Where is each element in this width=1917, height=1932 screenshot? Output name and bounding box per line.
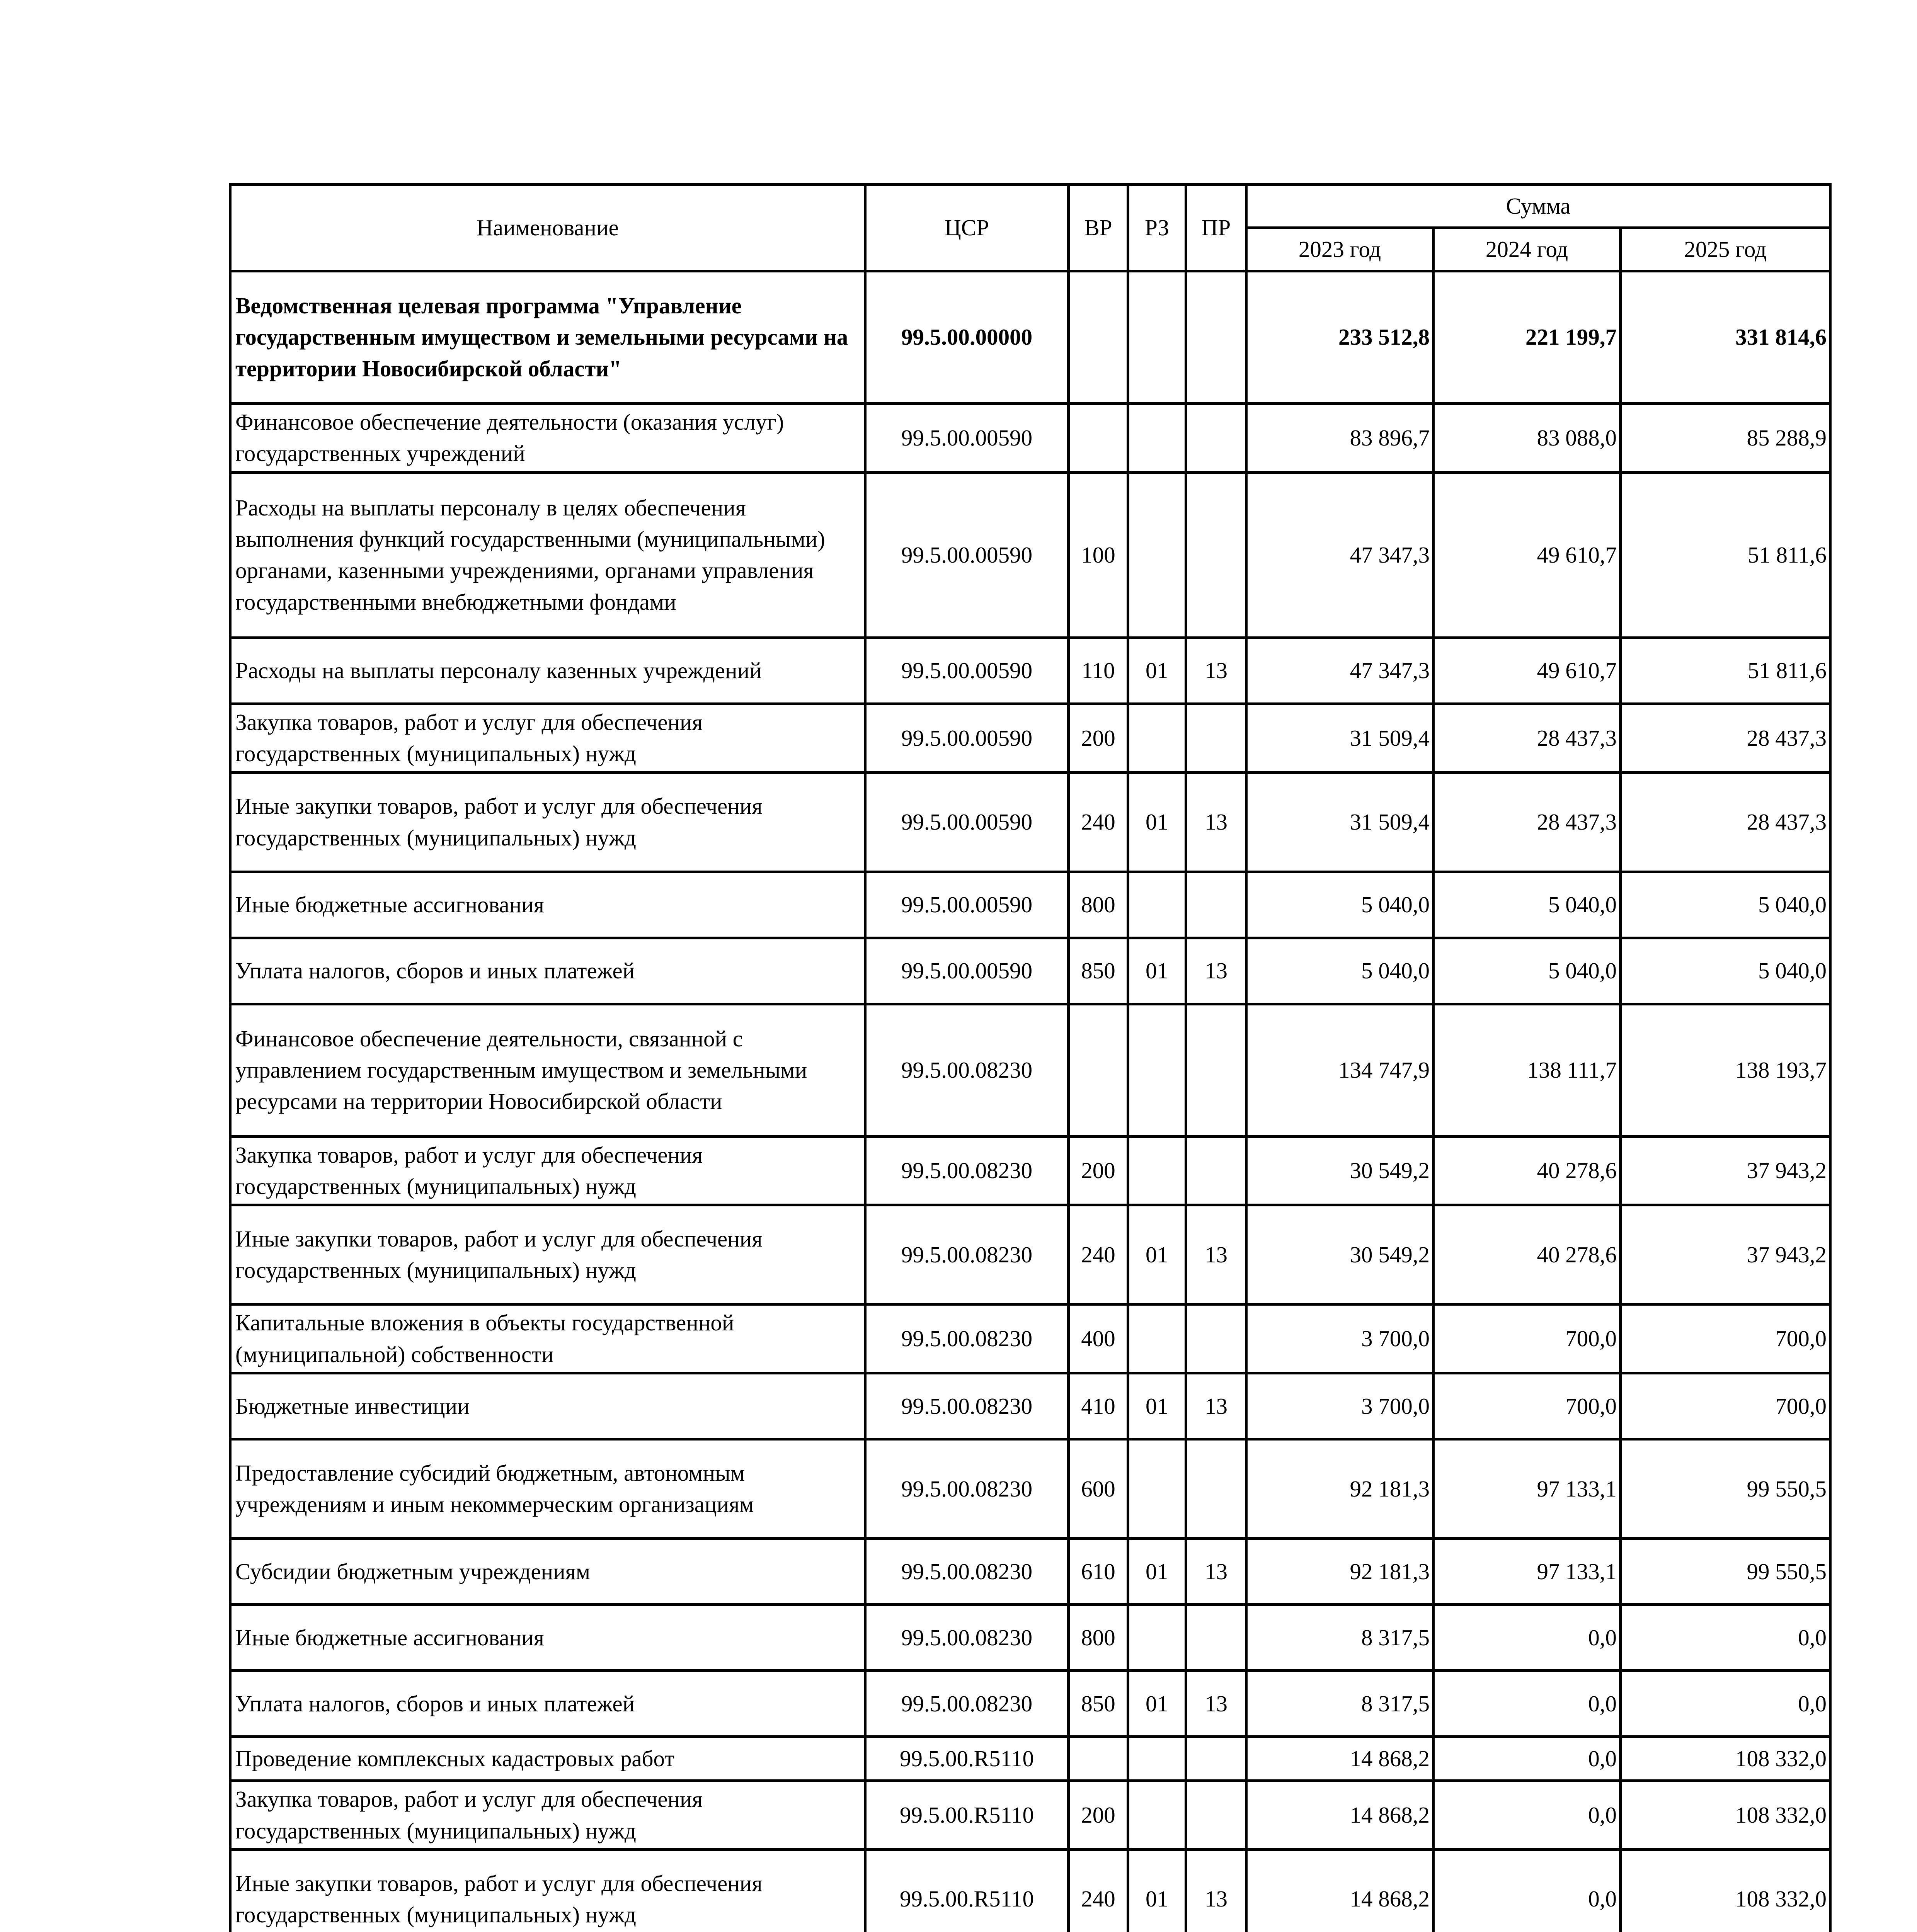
cell-csr: 99.5.00.08230: [865, 1205, 1069, 1304]
cell-pr: [1186, 1304, 1246, 1373]
cell-sum-2025: 37 943,2: [1621, 1205, 1830, 1304]
cell-sum-2025: 108 332,0: [1621, 1781, 1830, 1850]
cell-rz: [1128, 872, 1186, 938]
cell-sum-2023: 14 868,2: [1246, 1850, 1433, 1932]
cell-sum-2024: 0,0: [1433, 1671, 1621, 1737]
cell-csr: 99.5.00.00590: [865, 404, 1069, 473]
cell-sum-2023: 31 509,4: [1246, 772, 1433, 872]
table-row: [230, 1605, 1830, 1671]
cell-csr: 99.5.00.08230: [865, 1373, 1069, 1439]
cell-name: Расходы на выплаты персоналу казенных учреждений: [230, 638, 865, 704]
cell-vr: 240: [1069, 1850, 1128, 1932]
cell-pr: [1186, 1605, 1246, 1671]
cell-sum-2025: 700,0: [1621, 1373, 1830, 1439]
cell-pr: 13: [1186, 1671, 1246, 1737]
cell-vr: 800: [1069, 872, 1128, 938]
cell-rz: 01: [1128, 1539, 1186, 1605]
table-row: [230, 1781, 1830, 1850]
cell-rz: [1128, 1439, 1186, 1539]
cell-sum-2025: 5 040,0: [1621, 872, 1830, 938]
header-vr: ВР: [1069, 185, 1128, 271]
cell-sum-2023: 31 509,4: [1246, 704, 1433, 772]
header-year-2023: 2023 год: [1246, 228, 1433, 271]
table-row: [230, 1373, 1830, 1439]
cell-vr: 400: [1069, 1304, 1128, 1373]
cell-csr: 99.5.00.08230: [865, 1004, 1069, 1136]
header-year-2024: 2024 год: [1433, 228, 1621, 271]
cell-sum-2025: 85 288,9: [1621, 404, 1830, 473]
cell-sum-2023: 233 512,8: [1246, 271, 1433, 404]
cell-sum-2025: 37 943,2: [1621, 1136, 1830, 1205]
cell-name: Финансовое обеспечение деятельности (оказания услуг) государственных учреждений: [230, 404, 865, 473]
cell-rz: 01: [1128, 772, 1186, 872]
cell-pr: [1186, 1439, 1246, 1539]
table-row: [230, 638, 1830, 704]
cell-vr: 240: [1069, 1205, 1128, 1304]
cell-sum-2025: 0,0: [1621, 1671, 1830, 1737]
cell-vr: 850: [1069, 1671, 1128, 1737]
cell-vr: 240: [1069, 772, 1128, 872]
cell-sum-2025: 108 332,0: [1621, 1850, 1830, 1932]
cell-vr: 800: [1069, 1605, 1128, 1671]
cell-csr: 99.5.00.00000: [865, 271, 1069, 404]
cell-vr: 110: [1069, 638, 1128, 704]
cell-sum-2023: 83 896,7: [1246, 404, 1433, 473]
cell-sum-2025: 28 437,3: [1621, 704, 1830, 772]
cell-sum-2024: 49 610,7: [1433, 638, 1621, 704]
cell-pr: [1186, 1737, 1246, 1781]
cell-pr: 13: [1186, 1539, 1246, 1605]
table-row: [230, 404, 1830, 473]
cell-sum-2024: 83 088,0: [1433, 404, 1621, 473]
cell-sum-2023: 5 040,0: [1246, 938, 1433, 1004]
table-row: [230, 1439, 1830, 1539]
cell-sum-2025: 5 040,0: [1621, 938, 1830, 1004]
cell-csr: 99.5.00.08230: [865, 1136, 1069, 1205]
cell-sum-2025: 0,0: [1621, 1605, 1830, 1671]
cell-name: Иные закупки товаров, работ и услуг для обеспечения государственных (муниципальных) нужд: [230, 772, 865, 872]
cell-name: Иные закупки товаров, работ и услуг для обеспечения государственных (муниципальных) нужд: [230, 1850, 865, 1932]
cell-sum-2025: 99 550,5: [1621, 1539, 1830, 1605]
cell-sum-2024: 138 111,7: [1433, 1004, 1621, 1136]
cell-rz: [1128, 1004, 1186, 1136]
cell-vr: [1069, 271, 1128, 404]
header-rz: РЗ: [1128, 185, 1186, 271]
cell-csr: 99.5.00.08230: [865, 1605, 1069, 1671]
cell-sum-2023: 3 700,0: [1246, 1304, 1433, 1373]
cell-sum-2024: 700,0: [1433, 1304, 1621, 1373]
cell-name: Иные закупки товаров, работ и услуг для обеспечения государственных (муниципальных) нужд: [230, 1205, 865, 1304]
cell-sum-2023: 8 317,5: [1246, 1605, 1433, 1671]
cell-rz: 01: [1128, 1671, 1186, 1737]
cell-sum-2023: 5 040,0: [1246, 872, 1433, 938]
cell-sum-2023: 8 317,5: [1246, 1671, 1433, 1737]
cell-pr: 13: [1186, 938, 1246, 1004]
cell-vr: [1069, 1737, 1128, 1781]
cell-csr: 99.5.00.00590: [865, 772, 1069, 872]
cell-sum-2023: 134 747,9: [1246, 1004, 1433, 1136]
table-row: [230, 872, 1830, 938]
cell-sum-2024: 5 040,0: [1433, 938, 1621, 1004]
cell-rz: 01: [1128, 1373, 1186, 1439]
cell-sum-2024: 97 133,1: [1433, 1439, 1621, 1539]
table-row: [230, 1539, 1830, 1605]
cell-sum-2024: 700,0: [1433, 1373, 1621, 1439]
cell-pr: [1186, 1004, 1246, 1136]
cell-rz: 01: [1128, 1205, 1186, 1304]
cell-name: Предоставление субсидий бюджетным, автономным учреждениям и иным некоммерческим организациям: [230, 1439, 865, 1539]
table-row: [230, 772, 1830, 872]
cell-sum-2024: 40 278,6: [1433, 1136, 1621, 1205]
cell-rz: 01: [1128, 638, 1186, 704]
cell-name: Субсидии бюджетным учреждениям: [230, 1539, 865, 1605]
header-year-2025: 2025 год: [1621, 228, 1830, 271]
cell-name: Капитальные вложения в объекты государственной (муниципальной) собственности: [230, 1304, 865, 1373]
cell-pr: [1186, 1781, 1246, 1850]
cell-pr: 13: [1186, 1205, 1246, 1304]
cell-name: Расходы на выплаты персоналу в целях обеспечения выполнения функций государственными (муниципальными) органами, казенными учреждениями, органами управления государственными внебюджетными фондами: [230, 472, 865, 638]
cell-rz: [1128, 704, 1186, 772]
cell-csr: 99.5.00.R5110: [865, 1737, 1069, 1781]
cell-name: Закупка товаров, работ и услуг для обеспечения государственных (муниципальных) нужд: [230, 704, 865, 772]
table-row: [230, 271, 1830, 404]
cell-name: Иные бюджетные ассигнования: [230, 872, 865, 938]
cell-sum-2023: 47 347,3: [1246, 638, 1433, 704]
cell-sum-2024: 97 133,1: [1433, 1539, 1621, 1605]
cell-name: Уплата налогов, сборов и иных платежей: [230, 938, 865, 1004]
cell-sum-2025: 700,0: [1621, 1304, 1830, 1373]
cell-pr: 13: [1186, 1850, 1246, 1932]
cell-sum-2024: 28 437,3: [1433, 772, 1621, 872]
cell-rz: [1128, 1136, 1186, 1205]
cell-csr: 99.5.00.00590: [865, 472, 1069, 638]
cell-sum-2025: 28 437,3: [1621, 772, 1830, 872]
cell-name: Бюджетные инвестиции: [230, 1373, 865, 1439]
table-row: [230, 1671, 1830, 1737]
cell-sum-2025: 51 811,6: [1621, 638, 1830, 704]
cell-rz: [1128, 1737, 1186, 1781]
cell-pr: [1186, 472, 1246, 638]
cell-csr: 99.5.00.R5110: [865, 1781, 1069, 1850]
cell-csr: 99.5.00.00590: [865, 872, 1069, 938]
cell-csr: 99.5.00.00590: [865, 638, 1069, 704]
cell-sum-2023: 92 181,3: [1246, 1439, 1433, 1539]
table-row: [230, 1004, 1830, 1136]
header-name: Наименование: [230, 185, 865, 271]
cell-vr: 850: [1069, 938, 1128, 1004]
cell-pr: [1186, 704, 1246, 772]
header-pr: ПР: [1186, 185, 1246, 271]
cell-sum-2025: 51 811,6: [1621, 472, 1830, 638]
table-row: [230, 472, 1830, 638]
cell-csr: 99.5.00.00590: [865, 704, 1069, 772]
table-row: [230, 1737, 1830, 1781]
table-row: [230, 704, 1830, 772]
cell-sum-2025: 108 332,0: [1621, 1737, 1830, 1781]
cell-vr: 200: [1069, 1136, 1128, 1205]
header-sum: Сумма: [1246, 185, 1830, 228]
cell-name: Закупка товаров, работ и услуг для обеспечения государственных (муниципальных) нужд: [230, 1781, 865, 1850]
cell-vr: 200: [1069, 1781, 1128, 1850]
cell-sum-2024: 49 610,7: [1433, 472, 1621, 638]
cell-csr: 99.5.00.00590: [865, 938, 1069, 1004]
cell-sum-2025: 99 550,5: [1621, 1439, 1830, 1539]
cell-pr: [1186, 1136, 1246, 1205]
cell-pr: 13: [1186, 772, 1246, 872]
cell-csr: 99.5.00.08230: [865, 1539, 1069, 1605]
cell-sum-2024: 0,0: [1433, 1850, 1621, 1932]
cell-vr: 600: [1069, 1439, 1128, 1539]
cell-name: Ведомственная целевая программа "Управление государственным имуществом и земельными ресурсами на территории Новосибирской области": [230, 271, 865, 404]
cell-rz: [1128, 472, 1186, 638]
cell-vr: 100: [1069, 472, 1128, 638]
cell-pr: 13: [1186, 1373, 1246, 1439]
cell-vr: [1069, 1004, 1128, 1136]
cell-name: Иные бюджетные ассигнования: [230, 1605, 865, 1671]
cell-sum-2024: 0,0: [1433, 1781, 1621, 1850]
budget-table: [229, 183, 1832, 1932]
cell-sum-2025: 331 814,6: [1621, 271, 1830, 404]
cell-rz: [1128, 1304, 1186, 1373]
table-row: [230, 938, 1830, 1004]
cell-name: Уплата налогов, сборов и иных платежей: [230, 1671, 865, 1737]
cell-sum-2023: 30 549,2: [1246, 1136, 1433, 1205]
table-body: [230, 271, 1830, 1932]
cell-rz: [1128, 404, 1186, 473]
cell-sum-2024: 0,0: [1433, 1605, 1621, 1671]
cell-pr: 13: [1186, 638, 1246, 704]
cell-csr: 99.5.00.08230: [865, 1439, 1069, 1539]
cell-sum-2024: 221 199,7: [1433, 271, 1621, 404]
cell-name: Финансовое обеспечение деятельности, связанной с управлением государственным имуществом и земельными ресурсами на территории Новосибирской области: [230, 1004, 865, 1136]
cell-vr: [1069, 404, 1128, 473]
cell-rz: [1128, 271, 1186, 404]
cell-rz: [1128, 1781, 1186, 1850]
cell-sum-2023: 30 549,2: [1246, 1205, 1433, 1304]
cell-vr: 410: [1069, 1373, 1128, 1439]
cell-sum-2023: 14 868,2: [1246, 1781, 1433, 1850]
cell-rz: 01: [1128, 1850, 1186, 1932]
cell-sum-2023: 47 347,3: [1246, 472, 1433, 638]
header-csr: ЦСР: [865, 185, 1069, 271]
cell-csr: 99.5.00.08230: [865, 1304, 1069, 1373]
cell-name: Закупка товаров, работ и услуг для обеспечения государственных (муниципальных) нужд: [230, 1136, 865, 1205]
table-row: [230, 1136, 1830, 1205]
table-row: [230, 1850, 1830, 1932]
cell-pr: [1186, 404, 1246, 473]
cell-vr: 610: [1069, 1539, 1128, 1605]
cell-pr: [1186, 872, 1246, 938]
cell-sum-2023: 3 700,0: [1246, 1373, 1433, 1439]
cell-sum-2025: 138 193,7: [1621, 1004, 1830, 1136]
cell-sum-2024: 40 278,6: [1433, 1205, 1621, 1304]
cell-rz: [1128, 1605, 1186, 1671]
cell-sum-2023: 14 868,2: [1246, 1737, 1433, 1781]
cell-sum-2024: 28 437,3: [1433, 704, 1621, 772]
table-row: [230, 1205, 1830, 1304]
cell-sum-2024: 0,0: [1433, 1737, 1621, 1781]
cell-sum-2024: 5 040,0: [1433, 872, 1621, 938]
cell-sum-2023: 92 181,3: [1246, 1539, 1433, 1605]
table-row: [230, 1304, 1830, 1373]
cell-pr: [1186, 271, 1246, 404]
cell-name: Проведение комплексных кадастровых работ: [230, 1737, 865, 1781]
cell-vr: 200: [1069, 704, 1128, 772]
cell-csr: 99.5.00.R5110: [865, 1850, 1069, 1932]
cell-csr: 99.5.00.08230: [865, 1671, 1069, 1737]
cell-rz: 01: [1128, 938, 1186, 1004]
